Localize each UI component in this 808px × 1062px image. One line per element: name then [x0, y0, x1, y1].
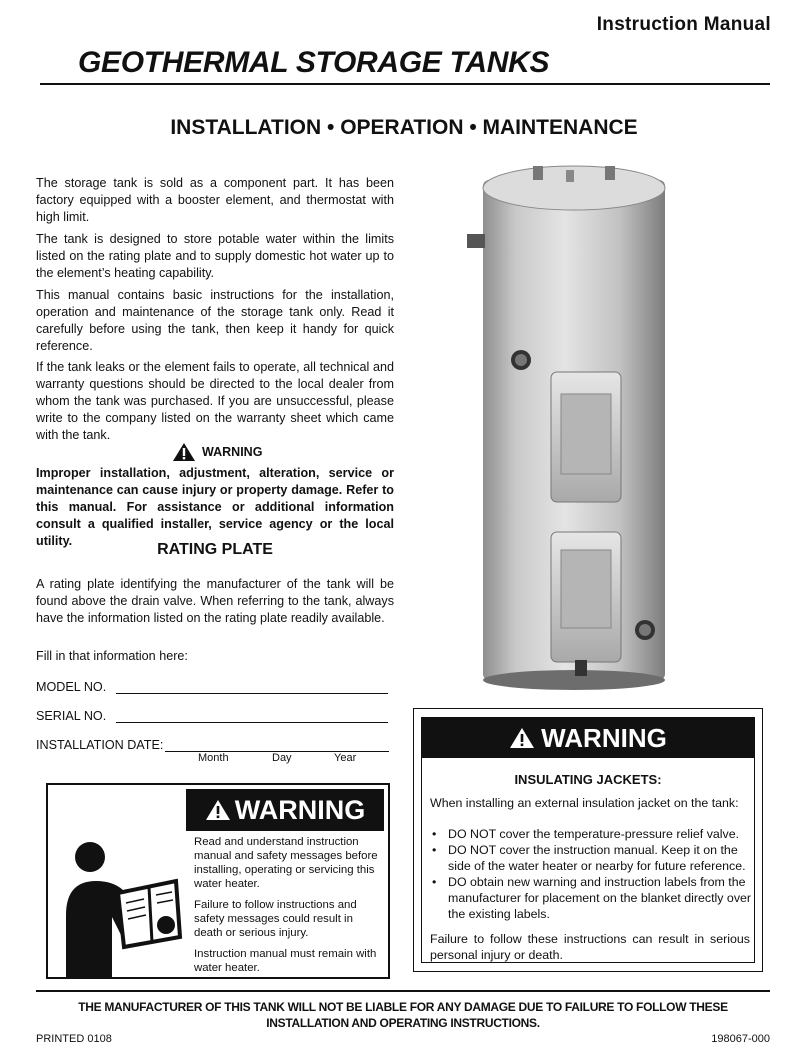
document-subtitle: INSTALLATION • OPERATION • MAINTENANCE — [170, 116, 638, 139]
safety-line-1: Read and understand instruction manual and safety messages before installing, operating or servicing this water heater. — [194, 836, 378, 890]
intro-paragraph-1: The storage tank is sold as a component part. It has been factory equipped with a booster element, and thermostat with high limit. — [36, 176, 394, 224]
date-year-label: Year — [334, 752, 357, 764]
safety-warning-box — [46, 783, 390, 979]
safety-line-2: Failure to follow instructions and safety messages could result in death or serious injury. — [194, 899, 357, 939]
manual-label: Instruction Manual — [596, 14, 771, 35]
list-item: • DO obtain new warning and instruction labels from the manufacturer for placement on the blanket directly over the existing labels. — [430, 874, 752, 922]
insulation-warning-inner — [421, 717, 755, 963]
intro-paragraph-2: The tank is designed to store potable water within the limits listed on the rating plate and to supply domestic hot water up to the element’s heating capability. — [36, 232, 394, 280]
safety-warning-banner — [186, 789, 384, 831]
rating-plate-paragraph: A rating plate identifying the manufacturer of the tank will be found above the drain valve. When referring to the tank, always have the information listed on the rating plate readily available. — [36, 577, 394, 625]
part-number: 198067-000 — [711, 1033, 770, 1045]
installation-date-label: INSTALLATION DATE: — [36, 738, 164, 752]
insulation-banner-label: WARNING — [541, 722, 667, 753]
insulation-warning-box — [413, 708, 763, 972]
insulating-jackets-heading: INSULATING JACKETS: — [514, 772, 662, 787]
person-reading-manual-icon — [48, 785, 186, 977]
liability-notice: THE MANUFACTURER OF THIS TANK WILL NOT BE LIABLE FOR ANY DAMAGE DUE TO FAILURE TO FOLLOW THESE INSTALLATION AND OPERATING INSTRUCTIONS. — [78, 1000, 728, 1030]
document-title: GEOTHERMAL STORAGE TANKS — [78, 46, 550, 79]
date-month-label: Month — [198, 752, 229, 764]
insulating-jackets-list — [430, 826, 752, 922]
warning-triangle-icon — [205, 799, 231, 821]
insulation-warning-banner — [422, 718, 754, 758]
warning-text: Improper installation, adjustment, alteration, service or maintenance can cause injury or property damage. Refer to this manual. For assistance or additional information consult a qualified installer, service agency or the local utility. — [36, 466, 394, 548]
model-number-field[interactable] — [36, 680, 388, 694]
safety-banner-label: WARNING — [234, 794, 366, 825]
warning-heading — [172, 442, 262, 462]
date-day-label: Day — [272, 752, 292, 764]
insulating-jackets-intro: When installing an external insulation jacket on the tank: — [430, 796, 739, 810]
list-item: • DO NOT cover the temperature-pressure relief valve. — [430, 826, 752, 842]
warning-triangle-icon — [172, 442, 196, 462]
intro-paragraph-3: This manual contains basic instructions for the installation, operation and maintenance of the storage tank only. Read it carefully before using the tank, then keep it handy for quick reference. — [36, 288, 394, 353]
footer-rule — [36, 990, 770, 992]
fill-in-prompt: Fill in that information here: — [36, 649, 188, 663]
printed-date: PRINTED 0108 — [36, 1033, 112, 1045]
intro-paragraph-4: If the tank leaks or the element fails to operate, all technical and warranty questions should be directed to the local dealer from whom the tank was purchased. If you are unsuccessful, please write to the company listed on the warranty sheet which came with the tank. — [36, 360, 394, 442]
safety-line-3: Instruction manual must remain with water heater. — [194, 948, 377, 974]
model-number-label: MODEL NO. — [36, 680, 107, 694]
serial-number-line[interactable] — [116, 710, 388, 723]
title-rule — [40, 83, 770, 85]
safety-warning-text — [194, 835, 384, 982]
warning-triangle-icon — [509, 727, 535, 749]
list-item: • DO NOT cover the instruction manual. Keep it on the side of the water heater or nearby for future reference. — [430, 842, 752, 874]
serial-number-field[interactable] — [36, 709, 388, 723]
model-number-line[interactable] — [116, 681, 388, 694]
rating-plate-heading: RATING PLATE — [157, 541, 273, 558]
installation-date-field[interactable] — [36, 738, 389, 752]
water-tank-image — [455, 160, 695, 700]
insulating-jackets-footer: Failure to follow these instructions can result in serious personal injury or death. — [430, 932, 750, 962]
serial-number-label: SERIAL NO. — [36, 709, 107, 723]
installation-date-line[interactable] — [165, 739, 389, 752]
warning-heading-label: WARNING — [202, 445, 263, 459]
